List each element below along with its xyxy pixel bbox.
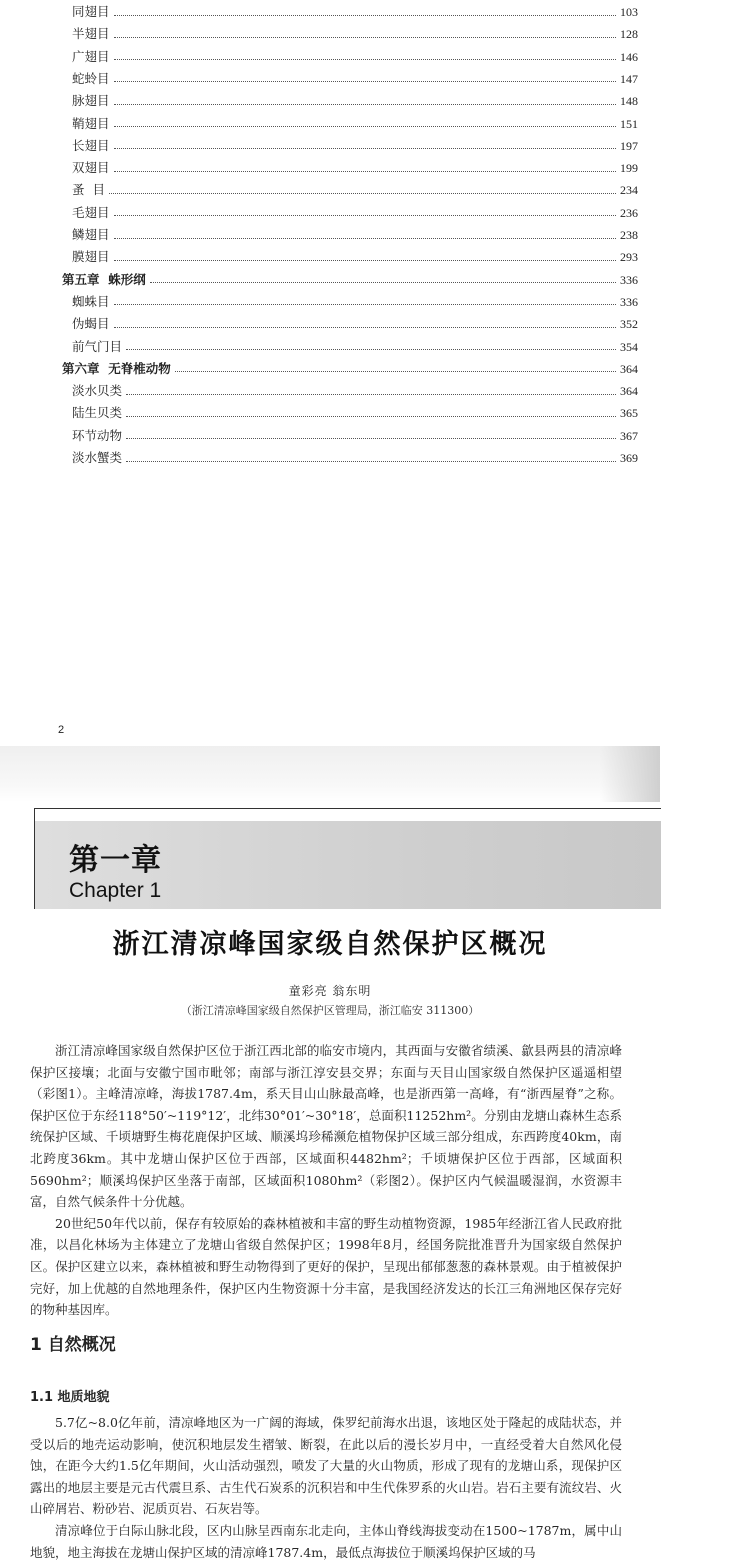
toc-entry-page: 364	[620, 361, 638, 376]
toc-dot-leader	[114, 215, 616, 216]
toc-entry-page: 336	[620, 294, 638, 309]
toc-entry	[62, 137, 638, 155]
paragraph: 5.7亿~8.0亿年前，清凉峰地区为一广阔的海域，侏罗纪前海水出退，该地区处于隆起的成陆状态，并受以后的地壳运动影响，使沉积地层发生褶皱、断裂，在此以后的漫长岁月中，一直经受着大自然风化侵蚀，在距今大约1.5亿年期间，火山活动强烈，喷发了大量的火山物质，形成了现有的龙塘山系，现保护区露出的地层主要是元古代震旦系、古生代石炭系的沉积岩和中生代侏罗系的火山岩。岩石主要有流纹岩、火山碎屑岩、粉砂岩、泥质页岩、石灰岩等。	[30, 1415, 622, 1517]
chapter-label-cn: 第一章	[69, 843, 162, 878]
toc-entry	[62, 25, 638, 43]
toc-entry-label: 蛇蛉目	[72, 70, 110, 86]
toc-dot-leader	[114, 148, 616, 149]
toc-entry-page: 234	[620, 183, 638, 198]
toc-entry-page: 148	[620, 94, 638, 109]
toc-entry-page: 103	[620, 5, 638, 19]
toc-dot-leader	[126, 394, 616, 395]
toc-entry-page: 352	[620, 317, 638, 332]
toc-entry-label: 陆生贝类	[72, 405, 123, 421]
page-corner-shadow	[600, 746, 660, 802]
toc-entry-label: 前气门目	[72, 338, 123, 354]
toc-dot-leader	[114, 327, 616, 328]
toc-entry-label: 伪蝎目	[72, 316, 110, 332]
toc-entry-label: 环节动物	[72, 427, 123, 443]
toc-entry	[62, 404, 638, 422]
geology-text	[30, 1412, 622, 1563]
toc-entry	[62, 159, 638, 177]
chapter-header-band	[35, 821, 661, 909]
toc-entry-label: 长翅目	[72, 137, 110, 153]
toc-dot-leader	[126, 438, 616, 439]
toc-chapter-entry	[62, 360, 638, 378]
toc-dot-leader	[114, 126, 616, 127]
authors: 童彩亮 翁东明	[288, 984, 372, 998]
toc-entry	[62, 70, 638, 88]
toc-entry-label: 脉翅目	[72, 93, 110, 109]
toc-entry-page: 199	[620, 161, 638, 176]
chapter-label-en: Chapter 1	[69, 879, 162, 902]
toc-entry-label: 鞘翅目	[72, 115, 110, 131]
toc-entry	[62, 338, 638, 356]
toc-dot-leader	[114, 304, 616, 305]
toc-entry-page: 354	[620, 339, 638, 354]
affiliation: （浙江清凉峰国家级自然保护区管理局，浙江临安 311300）	[180, 1004, 480, 1017]
toc-entry-label: 淡水蟹类	[72, 450, 123, 465]
toc-entry	[62, 204, 638, 222]
intro-text	[30, 1040, 622, 1321]
toc-entry	[62, 181, 638, 199]
page-top-shadow	[0, 746, 660, 802]
toc-entry-page: 147	[620, 71, 638, 86]
toc-entry-page: 238	[620, 228, 638, 242]
toc-entry-label: 蚤 目	[72, 182, 105, 198]
toc-dot-leader	[114, 171, 616, 172]
toc-entry-page: 367	[620, 428, 638, 443]
toc-dot-leader	[114, 15, 616, 16]
toc-entry-label: 广翅目	[72, 48, 110, 64]
toc-entry-label: 毛翅目	[72, 204, 110, 220]
toc-entry-label: 鳞翅目	[72, 227, 110, 242]
chapter-page	[0, 746, 750, 1560]
toc-entry-page: 336	[620, 272, 638, 287]
toc-entry	[62, 226, 638, 244]
toc-entry	[62, 248, 638, 266]
toc-entry-page: 369	[620, 451, 638, 465]
subsection-heading: 1.1 地质地貌	[30, 1390, 110, 1405]
toc-entry-page: 293	[620, 250, 638, 265]
toc-entry	[62, 315, 638, 333]
toc-entry	[62, 3, 638, 21]
toc-entry-label: 膜翅目	[72, 249, 110, 265]
toc-dot-leader	[114, 238, 616, 239]
toc-entry-page: 151	[620, 116, 638, 131]
toc-entry	[62, 48, 638, 66]
toc-entry	[62, 115, 638, 133]
toc-dot-leader	[114, 37, 616, 38]
chapter-title: 浙江清凉峰国家级自然保护区概况	[112, 929, 548, 960]
toc-entry-label: 同翅目	[72, 4, 110, 19]
toc-dot-leader	[126, 349, 616, 350]
toc-entry-label: 第五章 蛛形纲	[62, 271, 146, 287]
toc-entry-page: 197	[620, 138, 638, 153]
paragraph: 20世纪50年代以前，保存有较原始的森林植被和丰富的野生动植物资源，1985年经浙江省人民政府批准，以昌化林场为主体建立了龙塘山省级自然保护区；1998年8月，经国务院批准晋升为国家级自然保护区。保护区建立以来，森林植被和野生动物得到了更好的保护，呈现出郁郁葱葱的森林景观。由于植被保护完好，加上优越的自然地理条件，保护区内生物资源十分丰富，是我国经济发达的长江三角洲地区保存完好的物种基因库。	[30, 1215, 622, 1318]
toc-entry	[62, 427, 638, 445]
toc-dot-leader	[114, 59, 616, 60]
toc-dot-leader	[175, 371, 616, 372]
toc-dot-leader	[114, 260, 616, 261]
toc-chapter-entry	[62, 271, 638, 289]
toc-dot-leader	[114, 81, 616, 82]
chapter-header-box	[34, 808, 661, 909]
toc-dot-leader	[150, 282, 616, 283]
toc-dot-leader	[126, 461, 616, 462]
paragraph: 清凉峰位于白际山脉北段，区内山脉呈西南东北走向，主体山脊线海拔变动在1500~1787m，属中山地貌，地主海拔在龙塘山保护区域的清凉峰1787.4m，最低点海拔位于顺溪坞保护区域的马	[30, 1522, 622, 1560]
toc-entry-page: 364	[620, 384, 638, 399]
toc-entry-label: 双翅目	[72, 160, 110, 176]
toc-dot-leader	[126, 416, 616, 417]
toc-entry-page: 146	[620, 49, 638, 64]
toc-entry-page: 128	[620, 27, 638, 42]
toc-entry-label: 淡水贝类	[72, 383, 123, 399]
toc-entry-page: 365	[620, 406, 638, 421]
toc-dot-leader	[109, 193, 616, 194]
toc-entry-label: 第六章 无脊椎动物	[62, 360, 171, 376]
toc-dot-leader	[114, 104, 616, 105]
toc-entry-page: 236	[620, 205, 638, 220]
toc-entry	[62, 382, 638, 400]
page-number: 2	[58, 724, 65, 736]
toc-entry-label: 半翅目	[72, 26, 110, 42]
table-of-contents	[0, 0, 750, 470]
paragraph: 浙江清凉峰国家级自然保护区位于浙江西北部的临安市境内，其西面与安徽省绩溪、歙县两县的清凉峰保护区接壤；北面与安徽宁国市毗邻；南部与浙江淳安县交界；东面与天目山国家级自然保护区遥遥相望（彩图1）。主峰清凉峰，海拔1787.4m，系天目山山脉最高峰，也是浙西第一高峰，有“浙西屋脊”之称。保护区位于东经118°50′~119°12′，北纬30°01′~30°18′，总面积11252hm²。分别由龙塘山森林生态系统保护区域、千顷塘野生梅花鹿保护区域、顺溪坞珍稀濒危植物保护区域三部分组成，东西跨度40km，南北跨度36km。其中龙塘山保护区位于西部，区域面积4482hm²；千顷塘保护区位于西部，区域面积5690hm²；顺溪坞保护区坐落于南部，区域面积1080hm²（彩图2）。保护区内气候温暖湿润，水资源丰富，自然气候条件十分优越。	[30, 1043, 622, 1210]
toc-entry-label: 蜘蛛目	[72, 293, 110, 309]
toc-entry	[62, 449, 638, 467]
toc-entry	[62, 92, 638, 110]
toc-entry	[62, 293, 638, 311]
section-heading: 1 自然概况	[30, 1335, 116, 1355]
